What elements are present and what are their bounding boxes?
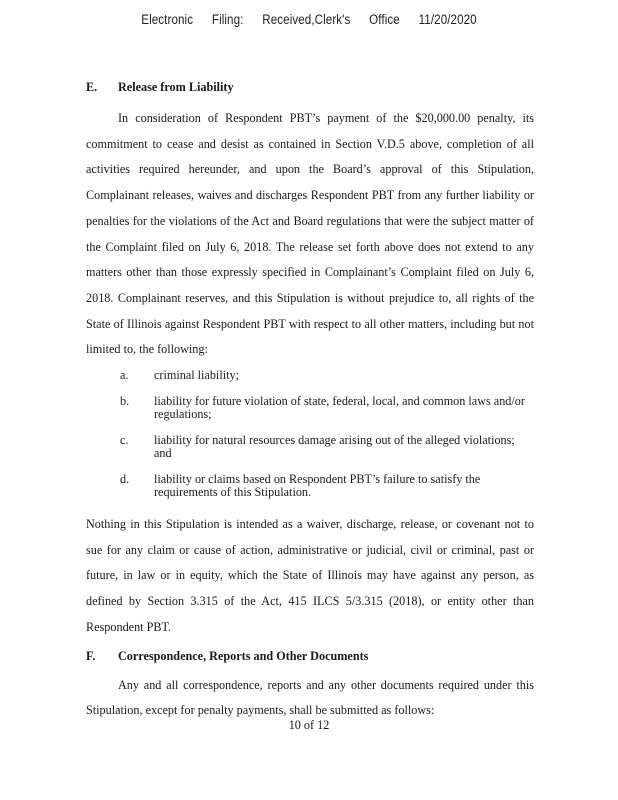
list-item-marker: b. [120,394,130,409]
page-number: 10 of 12 [288,718,330,732]
list-item [86,395,534,421]
list-item [86,473,534,499]
section-e-letter: E. [86,80,98,94]
header-date: 11/20/2020 [418,12,477,27]
section-f-heading [86,645,534,667]
section-e-title: Release from Liability [118,80,234,94]
section-f-letter: F. [86,648,96,663]
section-f-paragraph-1: Any and all correspondence, reports and any other documents required under this Stipulation, except for penalty payments, shall be submitted as follows: [86,677,534,718]
document-body [86,76,534,724]
list-item-text: liability or claims based on Respondent PBT’s failure to satisfy the requirements of this Stipulation. [154,472,481,500]
list-item-text: liability for natural resources damage arising out of the alleged violations; and [154,433,515,461]
list-item-text: liability for future violation of state, federal, local, and common laws and/or regulations; [154,394,525,422]
section-f-title: Correspondence, Reports and Other Documents [118,648,369,663]
list-item [86,369,534,382]
header-office: Office [369,12,400,27]
list-item-marker: c. [120,433,129,448]
section-e-paragraph-1: In consideration of Respondent PBT’s payment of the $20,000.00 penalty, its commitment to cease and desist as contained in Section V.D.5 above, completion of all activities required hereunder, and upon the Board’s approval of this Stipulation, Complainant releases, waives and discharges Respondent PBT from any further liability or penalties for the violations of the Act and Board regulations that were the subject matter of the Complaint filed on July 6, 2018. The release set forth above does not extend to any matters other than those expressly specified in Complainant’s Complaint filed on July 6, 2018. Complainant reserves, and this Stipulation is without prejudice to, all rights of the State of Illinois against Respondent PBT with respect to all other matters, including but not limited to, the following: [86,111,534,357]
header-received-clerks: Received,Clerk's [262,12,351,27]
header-electronic: Electronic [141,12,194,27]
filing-stamp-header [43,12,574,27]
list-item-text: criminal liability; [154,368,239,383]
header-filing: Filing: [211,12,244,27]
list-item-marker: a. [120,368,129,383]
reserved-matters-list [86,369,534,499]
section-e-paragraph-2: Nothing in this Stipulation is intended as a waiver, discharge, release, or covenant not to sue for any claim or cause of action, administrative or judicial, civil or criminal, past or future, in law or in equity, which the State of Illinois may have against any person, as defined by Section 3.315 of the Act, 415 ILCS 5/3.315 (2018), or entity other than Respondent PBT. [86,517,534,634]
section-e-heading [86,76,534,98]
list-item [86,434,534,460]
list-item-marker: d. [120,472,130,487]
